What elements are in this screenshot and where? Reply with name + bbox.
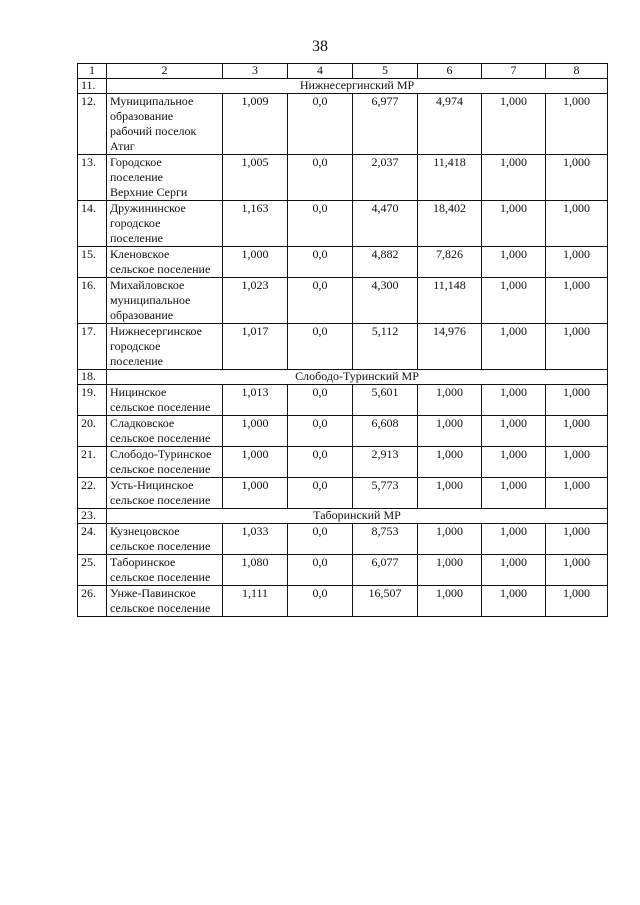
- row-number: 18.: [78, 370, 107, 385]
- row-number: 20.: [78, 416, 107, 447]
- value-cell-col3: 1,005: [223, 155, 288, 201]
- municipality-name: [107, 478, 223, 509]
- column-header: 2: [107, 64, 223, 79]
- municipality-name: [107, 201, 223, 247]
- section-title: Таборинский МР: [107, 509, 608, 524]
- value-cell-col3: 1,000: [223, 447, 288, 478]
- municipality-name-line: сельское поселение: [110, 262, 211, 276]
- section-row: [78, 509, 608, 524]
- value-cell-col7: 1,000: [482, 201, 546, 247]
- table-row: [78, 155, 608, 201]
- municipality-name-line: Усть-Ницинское: [110, 478, 194, 492]
- municipality-name-line: Ницинское: [110, 385, 167, 399]
- value-cell-col4: 0,0: [288, 201, 353, 247]
- municipality-name-line: сельское поселение: [110, 539, 211, 553]
- municipality-name-line: поселение: [110, 170, 164, 184]
- value-cell-col5: 8,753: [353, 524, 418, 555]
- municipality-name-line: образование: [110, 308, 174, 322]
- municipality-name: [107, 586, 223, 617]
- municipality-name-line: муниципальное: [110, 293, 191, 307]
- value-cell-col8: 1,000: [546, 416, 608, 447]
- table-row: [78, 247, 608, 278]
- table-row: [78, 94, 608, 155]
- municipality-name-line: Городское: [110, 155, 162, 169]
- column-header: 3: [223, 64, 288, 79]
- value-cell-col4: 0,0: [288, 278, 353, 324]
- value-cell-col3: 1,017: [223, 324, 288, 370]
- value-cell-col5: 6,608: [353, 416, 418, 447]
- value-cell-col5: 4,300: [353, 278, 418, 324]
- municipality-name-line: городское: [110, 216, 161, 230]
- table-row: [78, 478, 608, 509]
- table-header-row: [78, 64, 608, 79]
- data-table: [77, 63, 608, 617]
- value-cell-col3: 1,033: [223, 524, 288, 555]
- value-cell-col8: 1,000: [546, 586, 608, 617]
- table-row: [78, 201, 608, 247]
- municipality-name-line: сельское поселение: [110, 601, 211, 615]
- municipality-name-line: Нижнесергинское: [110, 324, 203, 338]
- page-number: 38: [312, 38, 328, 55]
- value-cell-col7: 1,000: [482, 478, 546, 509]
- value-cell-col6: 1,000: [418, 385, 482, 416]
- table-body: [78, 64, 608, 617]
- row-number: 16.: [78, 278, 107, 324]
- value-cell-col8: 1,000: [546, 385, 608, 416]
- value-cell-col3: 1,000: [223, 478, 288, 509]
- municipality-name-line: Кузнецовское: [110, 524, 180, 538]
- value-cell-col3: 1,163: [223, 201, 288, 247]
- value-cell-col4: 0,0: [288, 478, 353, 509]
- municipality-name-line: Слободо-Туринское: [110, 447, 212, 461]
- value-cell-col7: 1,000: [482, 155, 546, 201]
- value-cell-col6: 1,000: [418, 447, 482, 478]
- municipality-name-line: Сладковское: [110, 416, 175, 430]
- row-number: 12.: [78, 94, 107, 155]
- value-cell-col7: 1,000: [482, 447, 546, 478]
- value-cell-col6: 1,000: [418, 555, 482, 586]
- value-cell-col5: 6,077: [353, 555, 418, 586]
- value-cell-col8: 1,000: [546, 278, 608, 324]
- row-number: 14.: [78, 201, 107, 247]
- municipality-name-line: сельское поселение: [110, 431, 211, 445]
- row-number: 22.: [78, 478, 107, 509]
- column-header: 8: [546, 64, 608, 79]
- value-cell-col6: 11,418: [418, 155, 482, 201]
- row-number: 26.: [78, 586, 107, 617]
- municipality-name-line: сельское поселение: [110, 493, 211, 507]
- value-cell-col7: 1,000: [482, 555, 546, 586]
- value-cell-col7: 1,000: [482, 586, 546, 617]
- section-title: Нижнесергинский МР: [107, 79, 608, 94]
- table-row: [78, 555, 608, 586]
- value-cell-col4: 0,0: [288, 385, 353, 416]
- row-number: 19.: [78, 385, 107, 416]
- value-cell-col6: 18,402: [418, 201, 482, 247]
- municipality-name: [107, 447, 223, 478]
- value-cell-col4: 0,0: [288, 94, 353, 155]
- table-row: [78, 278, 608, 324]
- municipality-name-line: городское: [110, 339, 161, 353]
- value-cell-col3: 1,023: [223, 278, 288, 324]
- column-header: 1: [78, 64, 107, 79]
- municipality-name: [107, 324, 223, 370]
- municipality-name-line: сельское поселение: [110, 400, 211, 414]
- value-cell-col8: 1,000: [546, 155, 608, 201]
- column-header: 7: [482, 64, 546, 79]
- value-cell-col7: 1,000: [482, 385, 546, 416]
- value-cell-col6: 1,000: [418, 524, 482, 555]
- value-cell-col8: 1,000: [546, 247, 608, 278]
- municipality-name: [107, 94, 223, 155]
- row-number: 25.: [78, 555, 107, 586]
- value-cell-col8: 1,000: [546, 324, 608, 370]
- value-cell-col5: 4,882: [353, 247, 418, 278]
- table-row: [78, 586, 608, 617]
- value-cell-col7: 1,000: [482, 524, 546, 555]
- row-number: 15.: [78, 247, 107, 278]
- value-cell-col5: 2,037: [353, 155, 418, 201]
- value-cell-col7: 1,000: [482, 416, 546, 447]
- municipality-name: [107, 385, 223, 416]
- municipality-name-line: Таборинское: [110, 555, 176, 569]
- value-cell-col3: 1,009: [223, 94, 288, 155]
- section-row: [78, 79, 608, 94]
- value-cell-col7: 1,000: [482, 94, 546, 155]
- table-row: [78, 385, 608, 416]
- value-cell-col8: 1,000: [546, 201, 608, 247]
- municipality-name-line: поселение: [110, 231, 164, 245]
- value-cell-col4: 0,0: [288, 555, 353, 586]
- value-cell-col5: 4,470: [353, 201, 418, 247]
- row-number: 13.: [78, 155, 107, 201]
- row-number: 17.: [78, 324, 107, 370]
- column-header: 5: [353, 64, 418, 79]
- row-number: 24.: [78, 524, 107, 555]
- municipality-name-line: Атиг: [110, 139, 135, 153]
- value-cell-col4: 0,0: [288, 416, 353, 447]
- value-cell-col3: 1,000: [223, 416, 288, 447]
- table-row: [78, 416, 608, 447]
- value-cell-col6: 4,974: [418, 94, 482, 155]
- column-header: 4: [288, 64, 353, 79]
- value-cell-col8: 1,000: [546, 478, 608, 509]
- row-number: 23.: [78, 509, 107, 524]
- municipality-name-line: Кленовское: [110, 247, 170, 261]
- value-cell-col8: 1,000: [546, 94, 608, 155]
- municipality-name: [107, 155, 223, 201]
- value-cell-col4: 0,0: [288, 324, 353, 370]
- value-cell-col6: 1,000: [418, 416, 482, 447]
- value-cell-col5: 5,773: [353, 478, 418, 509]
- row-number: 21.: [78, 447, 107, 478]
- value-cell-col6: 14,976: [418, 324, 482, 370]
- value-cell-col3: 1,080: [223, 555, 288, 586]
- value-cell-col8: 1,000: [546, 524, 608, 555]
- municipality-name: [107, 416, 223, 447]
- municipality-name: [107, 555, 223, 586]
- table-row: [78, 324, 608, 370]
- value-cell-col5: 2,913: [353, 447, 418, 478]
- municipality-name: [107, 278, 223, 324]
- value-cell-col5: 16,507: [353, 586, 418, 617]
- municipality-name-line: Муниципальное: [110, 94, 194, 108]
- value-cell-col3: 1,000: [223, 247, 288, 278]
- value-cell-col3: 1,111: [223, 586, 288, 617]
- value-cell-col4: 0,0: [288, 524, 353, 555]
- section-row: [78, 370, 608, 385]
- value-cell-col6: 11,148: [418, 278, 482, 324]
- value-cell-col5: 6,977: [353, 94, 418, 155]
- municipality-name-line: сельское поселение: [110, 462, 211, 476]
- municipality-name-line: Верхние Серги: [110, 185, 188, 199]
- column-header: 6: [418, 64, 482, 79]
- value-cell-col4: 0,0: [288, 247, 353, 278]
- value-cell-col6: 1,000: [418, 586, 482, 617]
- table-row: [78, 524, 608, 555]
- municipality-name-line: сельское поселение: [110, 570, 211, 584]
- table-row: [78, 447, 608, 478]
- value-cell-col4: 0,0: [288, 447, 353, 478]
- section-title: Слободо-Туринский МР: [107, 370, 608, 385]
- value-cell-col6: 7,826: [418, 247, 482, 278]
- municipality-name: [107, 247, 223, 278]
- value-cell-col7: 1,000: [482, 324, 546, 370]
- value-cell-col4: 0,0: [288, 155, 353, 201]
- municipality-name-line: Михайловское: [110, 278, 185, 292]
- value-cell-col4: 0,0: [288, 586, 353, 617]
- municipality-name-line: Унже-Павинское: [110, 586, 196, 600]
- municipality-name-line: поселение: [110, 354, 164, 368]
- value-cell-col7: 1,000: [482, 278, 546, 324]
- value-cell-col3: 1,013: [223, 385, 288, 416]
- municipality-name: [107, 524, 223, 555]
- value-cell-col8: 1,000: [546, 447, 608, 478]
- value-cell-col7: 1,000: [482, 247, 546, 278]
- value-cell-col5: 5,601: [353, 385, 418, 416]
- municipality-name-line: рабочий поселок: [110, 124, 197, 138]
- value-cell-col6: 1,000: [418, 478, 482, 509]
- value-cell-col8: 1,000: [546, 555, 608, 586]
- municipality-name-line: Дружининское: [110, 201, 186, 215]
- row-number: 11.: [78, 79, 107, 94]
- municipality-name-line: образование: [110, 109, 174, 123]
- value-cell-col5: 5,112: [353, 324, 418, 370]
